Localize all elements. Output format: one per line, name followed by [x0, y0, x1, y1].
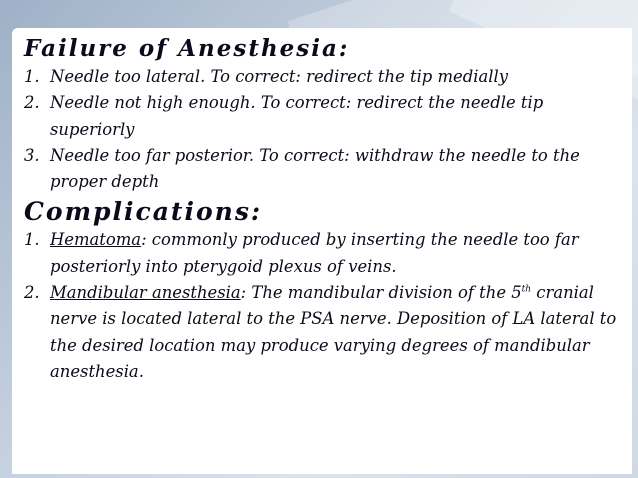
item-text: : commonly produced by inserting the needle too far posteriorly into pterygoid plexus of veins. [50, 230, 579, 276]
item-text: Needle too lateral. To correct: redirect the tip medially [50, 67, 509, 86]
item-text-continued: cranial nerve is located lateral to the PSA nerve. Deposition of LA lateral to the desired location may produce varying degrees of mandibular anesthesia. [50, 283, 617, 381]
term-hematoma: Hematoma [50, 230, 142, 250]
failure-list [24, 64, 628, 195]
item-text: Needle not high enough. To correct: redirect the needle tip superiorly [50, 93, 544, 139]
item-number: 1. [24, 230, 40, 250]
slide-content [24, 34, 628, 385]
list-item [24, 64, 628, 90]
list-item [24, 227, 628, 280]
list-item [24, 90, 628, 143]
list-item [24, 143, 628, 196]
item-number: 2. [24, 93, 40, 113]
item-text: Needle too far posterior. To correct: withdraw the needle to the proper depth [50, 145, 580, 192]
item-number: 2. [24, 283, 40, 303]
list-item [24, 280, 628, 385]
slide [12, 28, 632, 474]
item-number: 1. [24, 67, 40, 86]
item-number: 3. [24, 145, 40, 165]
item-text: : The mandibular division of the 5 [240, 283, 522, 303]
term-mandibular-anesthesia: Mandibular anesthesia [50, 283, 241, 303]
heading-complications: Complications: [24, 197, 263, 227]
ordinal-superscript: th [521, 284, 532, 295]
complications-list [24, 227, 628, 385]
heading-failure-of-anesthesia: Failure of Anesthesia: [24, 35, 350, 62]
